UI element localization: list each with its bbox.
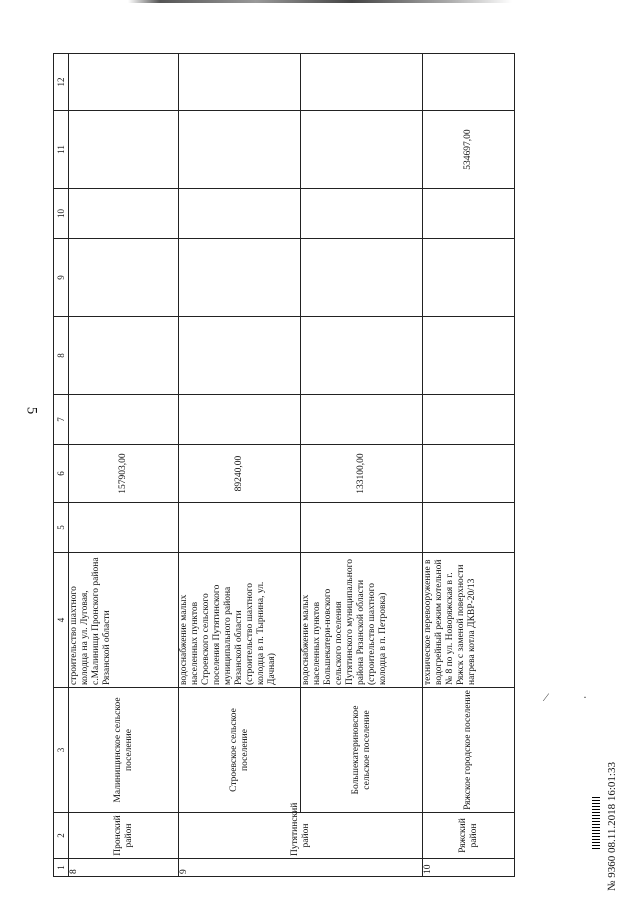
amount-col11-cell <box>69 111 179 189</box>
registration-stamp: № 9360 08.11.2018 16:01:33 <box>606 762 618 891</box>
table-row <box>423 54 515 877</box>
header-col-4: 4 <box>54 553 69 688</box>
row-number: 9 <box>179 859 423 877</box>
col7-cell <box>423 395 515 445</box>
header-col-5: 5 <box>54 503 69 553</box>
col8-cell <box>69 317 179 395</box>
amount-col6-cell: 89240,00 <box>179 445 301 503</box>
col9-cell <box>69 239 179 317</box>
col8-cell <box>301 317 423 395</box>
page-number: 5 <box>23 406 40 415</box>
col12-cell <box>69 54 179 111</box>
district-cell: Пронский район <box>69 813 179 859</box>
table-row <box>301 54 423 877</box>
settlement-cell: Ряжское городское поселение <box>423 688 515 813</box>
pen-mark-icon: ⁄ <box>545 690 548 704</box>
col7-cell <box>179 395 301 445</box>
header-col-3: 3 <box>54 688 69 813</box>
col8-cell <box>179 317 301 395</box>
row-number: 10 <box>423 859 515 877</box>
amount-col11-cell <box>179 111 301 189</box>
settlement-cell: Строевское сельское поселение <box>179 688 301 813</box>
col12-cell <box>423 54 515 111</box>
settlement-cell: Большекатериновское сельское поселение <box>301 688 423 813</box>
col10-cell <box>179 189 301 239</box>
description-cell: строительство шахтного колодца на ул. Луговая, с.Малинищи Пронского района Рязанской области <box>69 553 179 688</box>
header-col-7: 7 <box>54 395 69 445</box>
amount-col6-cell <box>423 445 515 503</box>
district-cell: Ряжский район <box>423 813 515 859</box>
header-col-9: 9 <box>54 239 69 317</box>
data-table-rotated <box>53 54 513 877</box>
col5-cell <box>69 503 179 553</box>
header-col-11: 11 <box>54 111 69 189</box>
data-table <box>53 53 515 877</box>
settlement-cell: Малинищинское сельское поселение <box>69 688 179 813</box>
scan-top-edge <box>0 0 640 3</box>
col5-cell <box>423 503 515 553</box>
row-number: 8 <box>69 859 179 877</box>
col5-cell <box>301 503 423 553</box>
col9-cell <box>301 239 423 317</box>
header-col-8: 8 <box>54 317 69 395</box>
col9-cell <box>179 239 301 317</box>
col8-cell <box>423 317 515 395</box>
table-row <box>69 54 179 877</box>
header-col-12: 12 <box>54 54 69 111</box>
header-col-10: 10 <box>54 189 69 239</box>
amount-col11-cell <box>301 111 423 189</box>
table-row <box>179 54 301 877</box>
col7-cell <box>301 395 423 445</box>
header-row <box>54 54 69 877</box>
col5-cell <box>179 503 301 553</box>
barcode-icon <box>592 797 600 851</box>
description-cell: техническое перевооружение в водогрейный режим котельной № 8 по ул. Новоряжская в г. Ряжск с заменой поверхности нагрева котла ДКВР-20/13 <box>423 553 515 688</box>
col12-cell <box>179 54 301 111</box>
amount-col11-cell: 534697,00 <box>423 111 515 189</box>
district-cell: Путятинский район <box>179 813 423 859</box>
pen-mark-icon: · <box>583 690 587 704</box>
header-col-2: 2 <box>54 813 69 859</box>
description-cell: водоснабжение малых населенных пунктов Строевского сельского поселения Путятинского муниципального района Рязанской области (строительство шахтного колодца в п. Тырнина, ул. Дачная) <box>179 553 301 688</box>
col10-cell <box>423 189 515 239</box>
col9-cell <box>423 239 515 317</box>
col10-cell <box>301 189 423 239</box>
description-cell: водоснабжение малых населенных пунктов Большекатери-новского сельского поселения Путятинского муниципального района Рязанской области (строительство шахтного колодца в п. Петровка) <box>301 553 423 688</box>
header-col-1: 1 <box>54 859 69 877</box>
col12-cell <box>301 54 423 111</box>
amount-col6-cell: 157903,00 <box>69 445 179 503</box>
col7-cell <box>69 395 179 445</box>
amount-col6-cell: 133100,00 <box>301 445 423 503</box>
col10-cell <box>69 189 179 239</box>
header-col-6: 6 <box>54 445 69 503</box>
